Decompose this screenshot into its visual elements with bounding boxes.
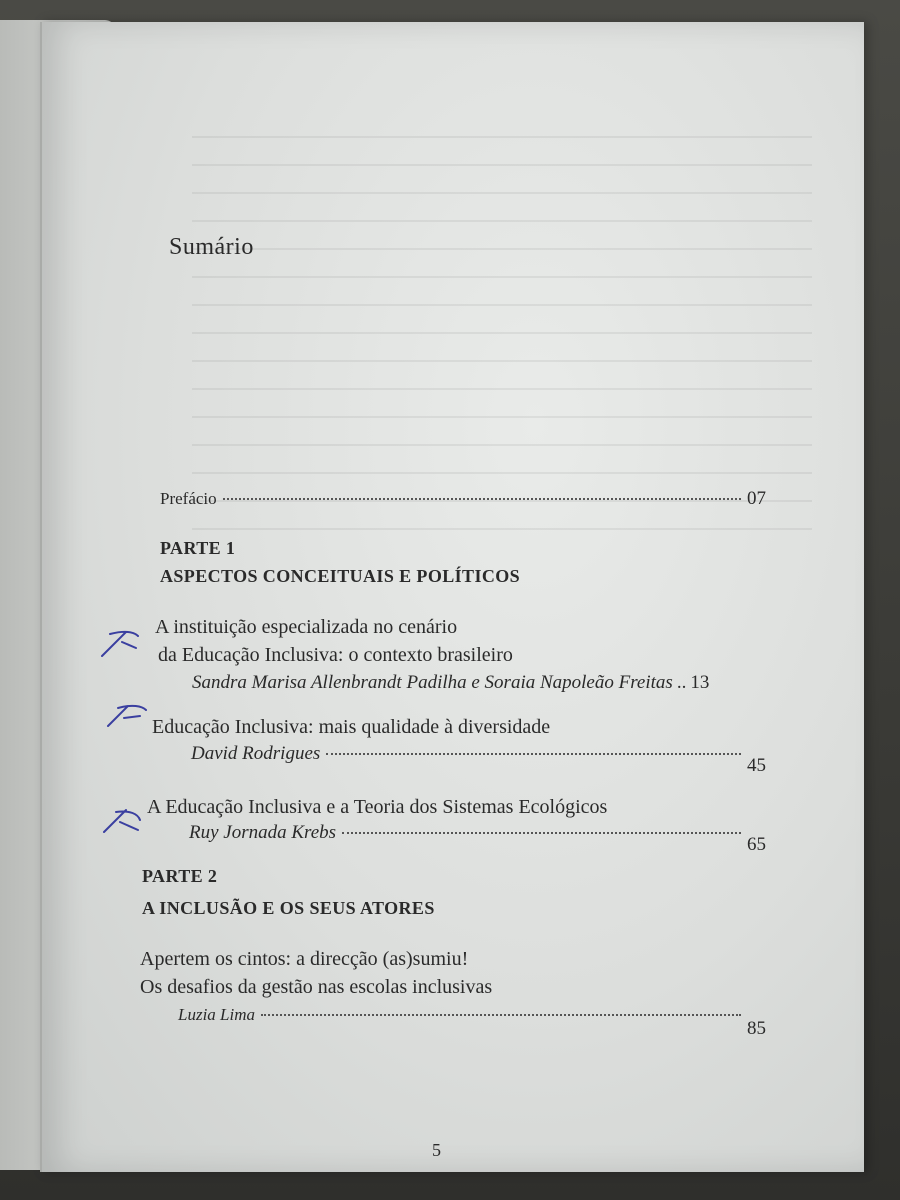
entry-4-author: Luzia Lima (178, 1005, 255, 1024)
entry-1-title-line-2: da Educação Inclusiva: o contexto brasileiro (158, 644, 513, 666)
entry-2-author: David Rodrigues (191, 743, 321, 764)
toc-entry-preface (160, 488, 766, 510)
preface-page-number: 07 (747, 488, 766, 509)
entry-2-author-row (191, 743, 766, 776)
show-through-text (192, 122, 812, 542)
dot-leader (223, 498, 741, 500)
entry-3-author-row (189, 822, 766, 855)
pen-checkmark-2 (104, 698, 164, 734)
pen-checkmark-1 (98, 622, 158, 662)
dot-leader (326, 753, 741, 755)
dot-leader (261, 1014, 741, 1016)
entry-4-title-line-2: Os desafios da gestão nas escolas inclusivas (140, 976, 493, 998)
page-number: 5 (432, 1140, 441, 1160)
part-1-heading: ASPECTOS CONCEITUAIS E POLÍTICOS (160, 566, 521, 586)
entry-3-author: Ruy Jornada Krebs (189, 822, 337, 843)
dot-leader (342, 832, 741, 834)
part-2-heading: A INCLUSÃO E OS SEUS ATORES (142, 898, 435, 918)
entry-1-author-row (192, 672, 766, 694)
entry-4-page-number: 85 (747, 1018, 766, 1039)
entry-3-page-number: 65 (747, 834, 766, 855)
book-page (40, 22, 864, 1172)
entry-4-author-row (178, 1004, 766, 1039)
entry-1-author: Sandra Marisa Allenbrandt Padilha e Soraia Napoleão Freitas (192, 672, 673, 693)
dot-leader-short: .. (676, 672, 687, 693)
page-title: Sumário (169, 234, 254, 260)
part-1-label: PARTE 1 (160, 538, 236, 558)
entry-3-title: A Educação Inclusiva e a Teoria dos Sistemas Ecológicos (147, 796, 608, 818)
entry-1-title-line-1: A instituição especializada no cenário (155, 616, 458, 638)
preface-label: Prefácio (160, 489, 217, 508)
pen-checkmark-3 (100, 800, 160, 840)
entry-2-title: Educação Inclusiva: mais qualidade à diversidade (152, 716, 551, 738)
entry-4-title-line-1: Apertem os cintos: a direcção (as)sumiu! (140, 948, 469, 970)
entry-2-page-number: 45 (747, 755, 766, 776)
entry-1-page-number: 13 (690, 672, 710, 693)
part-2-label: PARTE 2 (142, 866, 218, 886)
